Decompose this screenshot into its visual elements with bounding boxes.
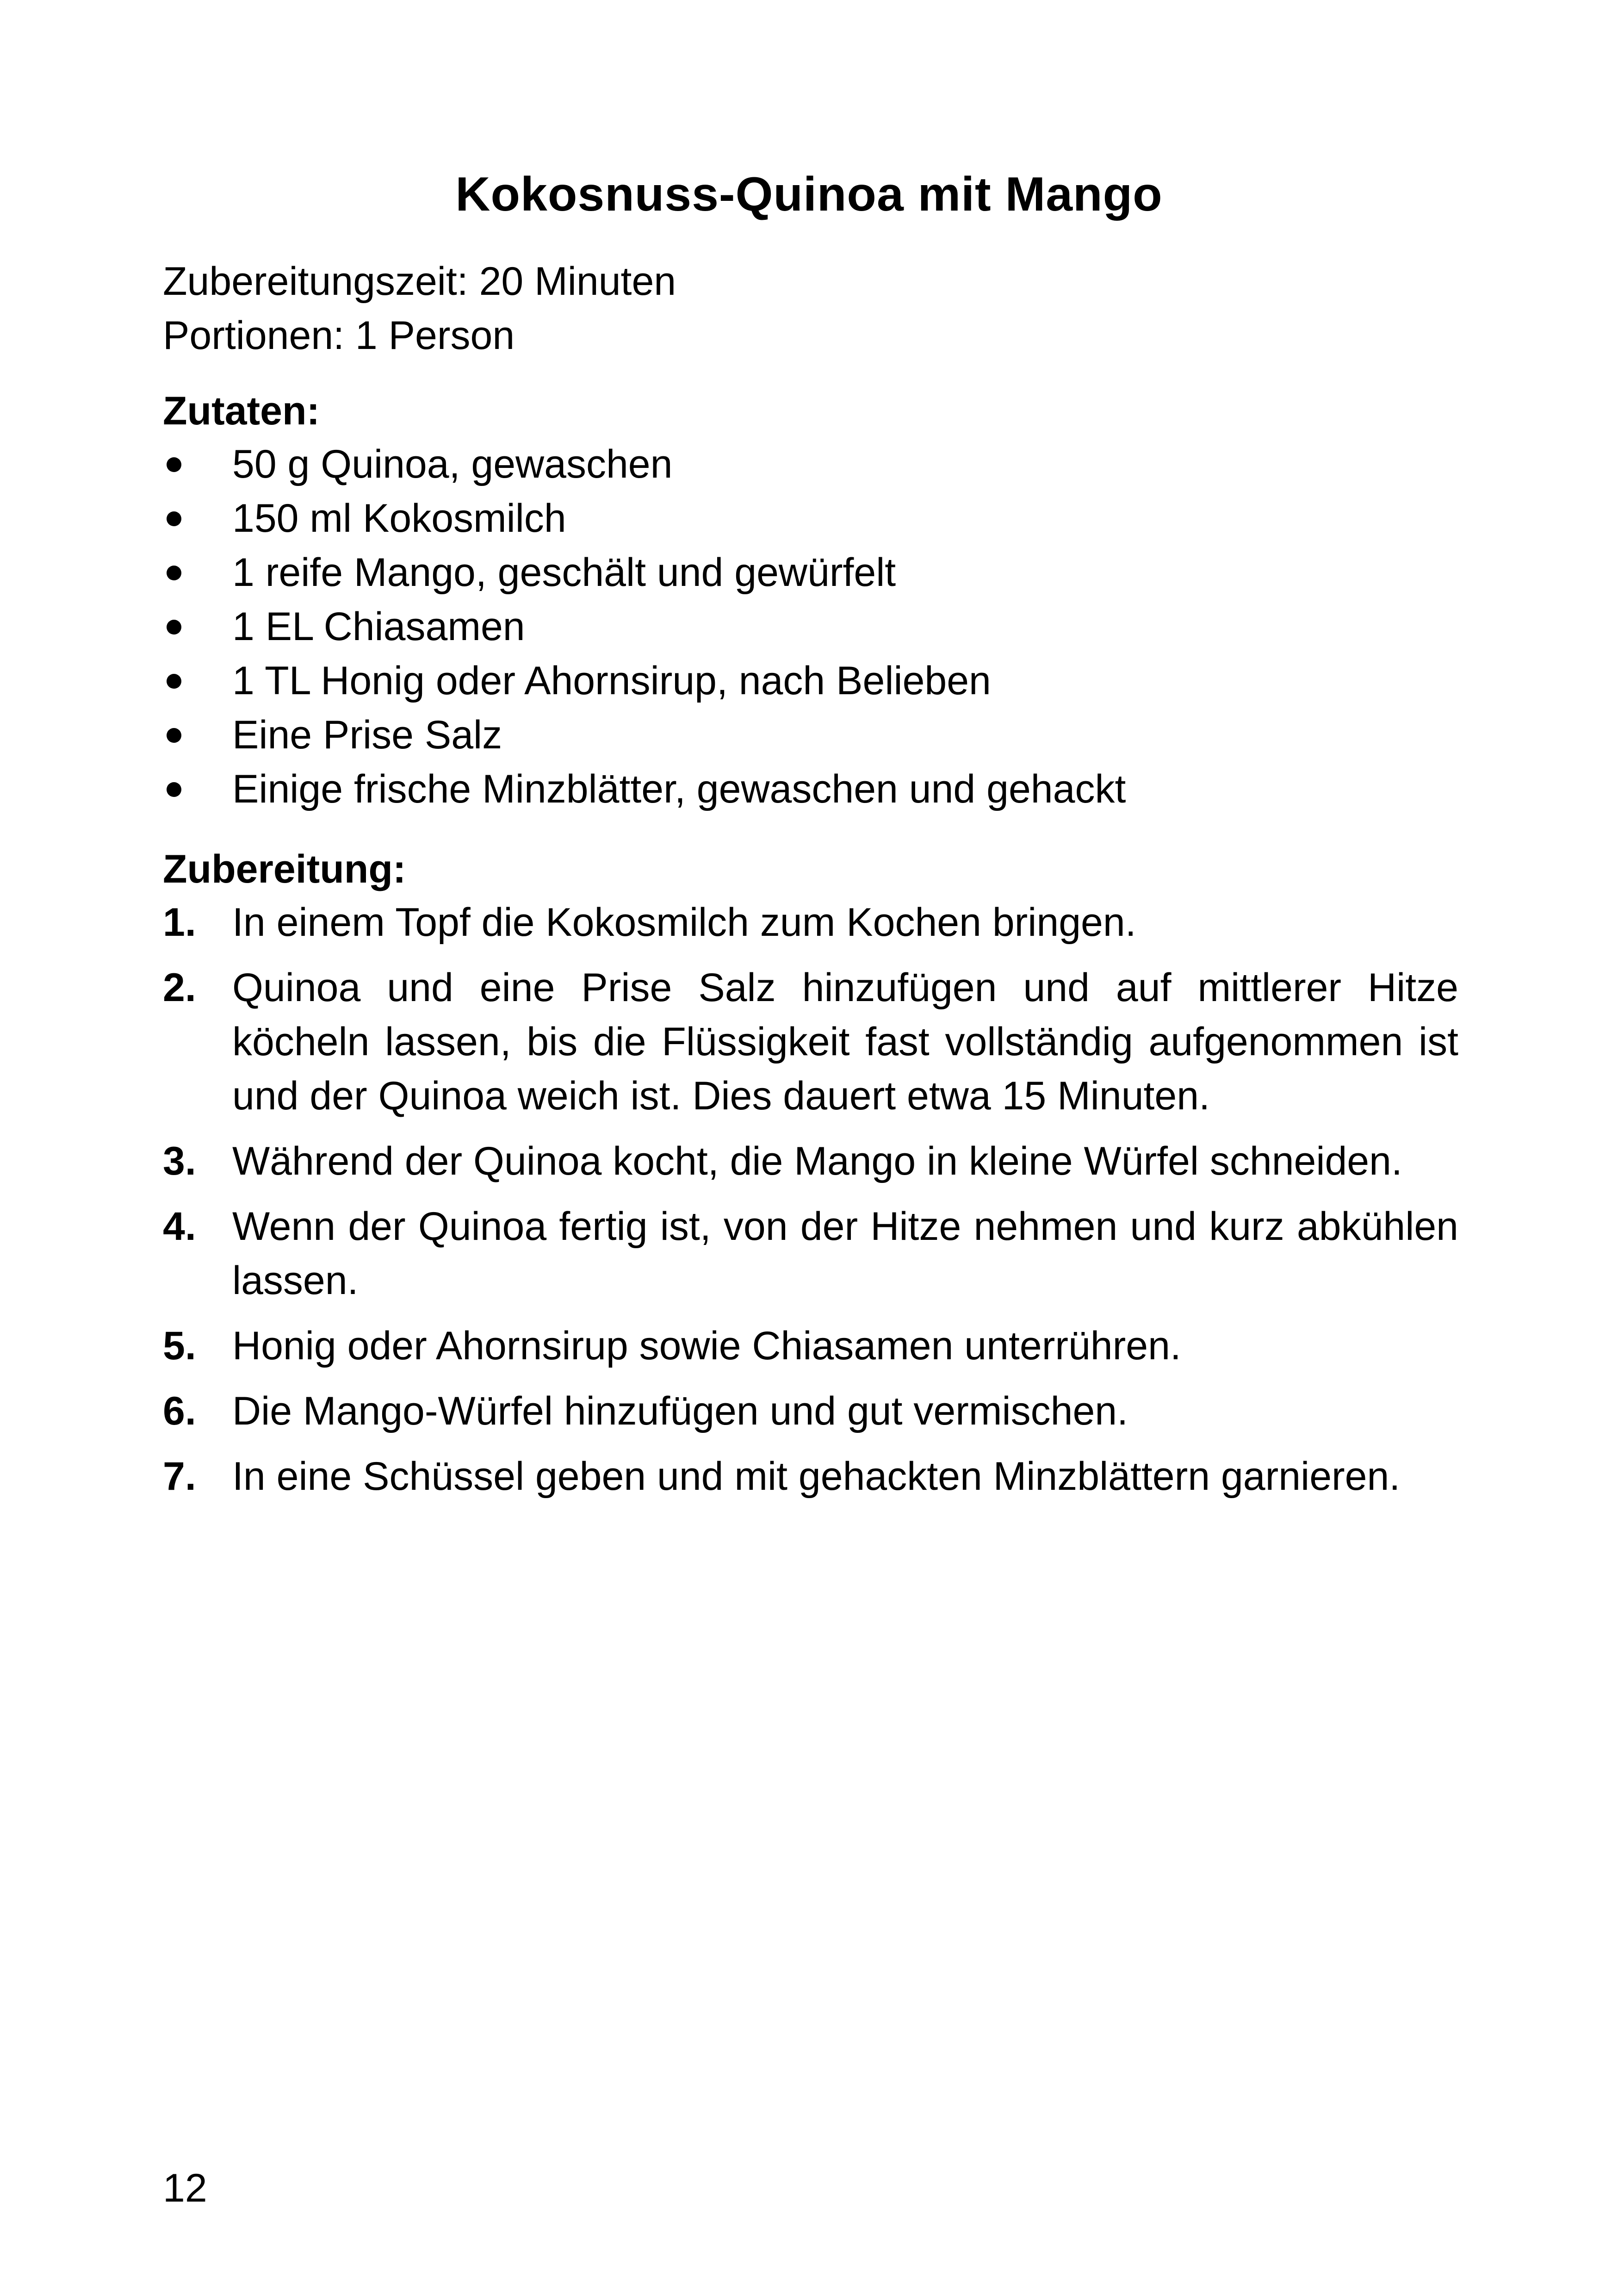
ingredient-item bbox=[163, 492, 1458, 546]
step-text: Die Mango-Würfel hinzufügen und gut vermischen. bbox=[232, 1389, 1128, 1433]
ingredient-text: 1 reife Mango, geschält und gewürfelt bbox=[232, 550, 896, 595]
step-text: Quinoa und eine Prise Salz hinzufügen und auf mittlerer Hitze köcheln lassen, bis die Flüssigkeit fast vollständig aufgenommen ist und der Quinoa weich ist. Dies dauert etwa 15 Minuten. bbox=[232, 965, 1458, 1118]
step-number: 5. bbox=[163, 1324, 196, 1368]
ingredients-list bbox=[163, 437, 1458, 816]
step-text: In einem Topf die Kokosmilch zum Kochen bringen. bbox=[232, 900, 1136, 945]
step-item bbox=[163, 961, 1458, 1123]
step-number: 4. bbox=[163, 1204, 196, 1249]
steps-list bbox=[163, 896, 1458, 1515]
step-text: Honig oder Ahornsirup sowie Chiasamen unterrühren. bbox=[232, 1324, 1181, 1368]
step-item bbox=[163, 1450, 1458, 1504]
ingredient-text: 1 TL Honig oder Ahornsirup, nach Belieben bbox=[232, 659, 991, 703]
ingredients-heading: Zutaten: bbox=[163, 389, 320, 433]
bullet-icon bbox=[167, 728, 181, 743]
ingredient-text: 50 g Quinoa, gewaschen bbox=[232, 442, 673, 486]
step-text: Während der Quinoa kocht, die Mango in kleine Würfel schneiden. bbox=[232, 1139, 1402, 1183]
steps-heading: Zubereitung: bbox=[163, 847, 406, 891]
step-item bbox=[163, 1200, 1458, 1308]
recipe-title: Kokosnuss-Quinoa mit Mango bbox=[455, 168, 1163, 221]
step-item bbox=[163, 1134, 1458, 1188]
recipe-meta bbox=[163, 255, 676, 363]
step-number: 6. bbox=[163, 1389, 196, 1433]
step-text: Wenn der Quinoa fertig ist, von der Hitze nehmen und kurz abkühlen lassen. bbox=[232, 1204, 1458, 1303]
ingredient-item bbox=[163, 762, 1458, 816]
ingredient-text: Eine Prise Salz bbox=[232, 713, 502, 757]
step-number: 3. bbox=[163, 1139, 196, 1183]
ingredient-text: 1 EL Chiasamen bbox=[232, 604, 525, 649]
step-item bbox=[163, 1384, 1458, 1438]
step-number: 2. bbox=[163, 965, 196, 1010]
bullet-icon bbox=[167, 511, 181, 526]
ingredient-item bbox=[163, 437, 1458, 492]
step-item bbox=[163, 896, 1458, 950]
ingredient-text: 150 ml Kokosmilch bbox=[232, 496, 566, 541]
step-item bbox=[163, 1319, 1458, 1373]
bullet-icon bbox=[167, 620, 181, 635]
bullet-icon bbox=[167, 457, 181, 472]
step-text: In eine Schüssel geben und mit gehackten Minzblättern garnieren. bbox=[232, 1454, 1401, 1499]
bullet-icon bbox=[167, 674, 181, 689]
step-number: 1. bbox=[163, 900, 196, 945]
ingredient-item bbox=[163, 546, 1458, 600]
ingredient-text: Einige frische Minzblätter, gewaschen und gehackt bbox=[232, 767, 1126, 811]
ingredient-item bbox=[163, 654, 1458, 708]
page-number: 12 bbox=[163, 2166, 207, 2210]
servings: Portionen: 1 Person bbox=[163, 313, 515, 358]
ingredient-item bbox=[163, 708, 1458, 762]
ingredient-item bbox=[163, 600, 1458, 654]
bullet-icon bbox=[167, 566, 181, 580]
bullet-icon bbox=[167, 782, 181, 797]
step-number: 7. bbox=[163, 1454, 196, 1499]
prep-time: Zubereitungszeit: 20 Minuten bbox=[163, 259, 676, 304]
